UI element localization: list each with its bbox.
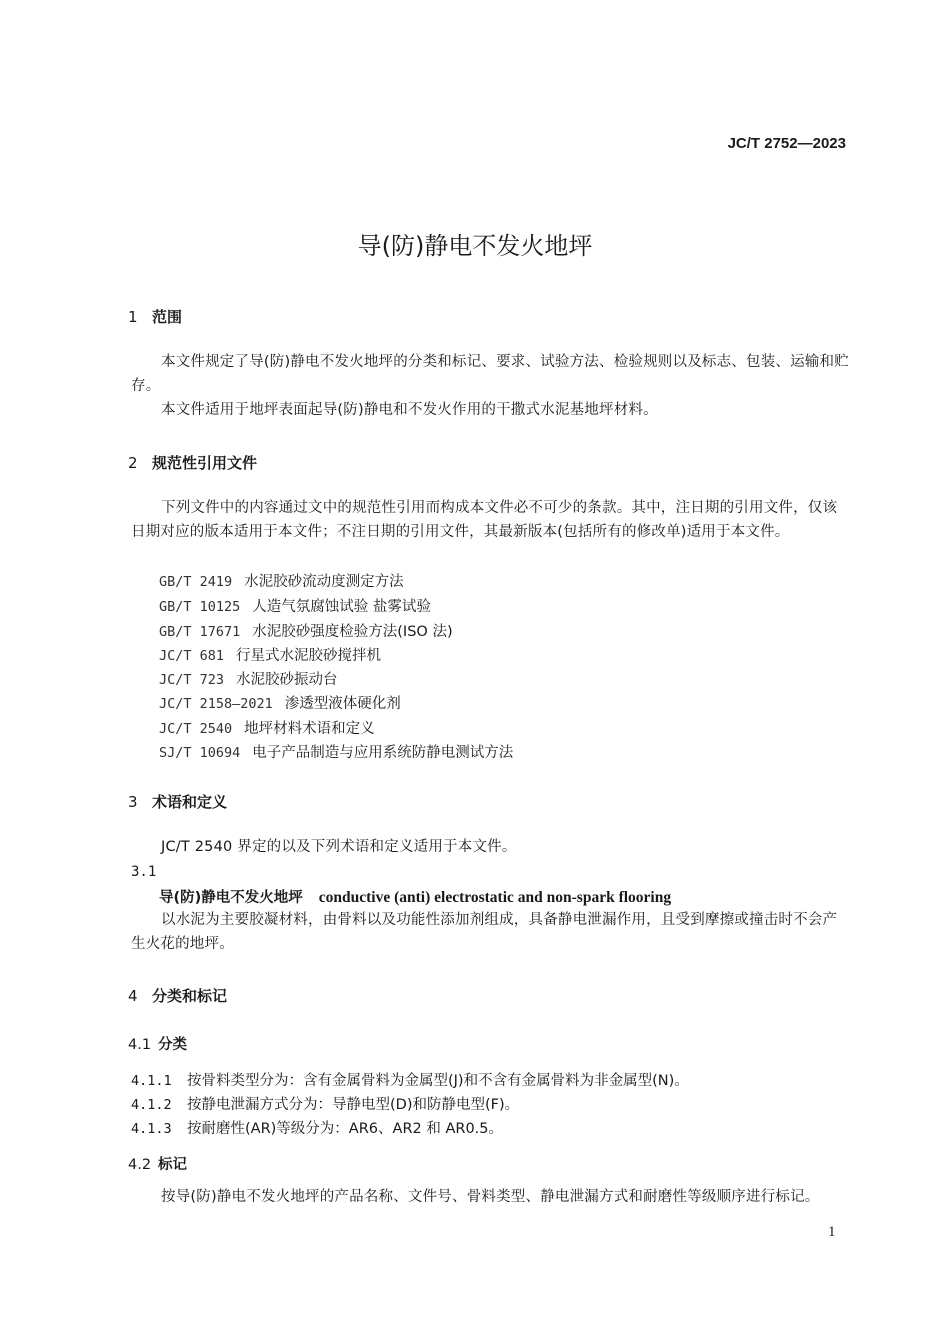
reference-item [159,741,513,762]
clause-number: 4.1.1 [131,1073,172,1089]
section-number: 2 [128,454,138,472]
term-number: 3.1 [131,864,157,880]
term-english: conductive (anti) electrostatic and non-spark flooring [318,889,672,906]
section-3-heading [128,791,227,812]
section-title: 术语和定义 [152,793,228,811]
reference-code: JC/T 2540 [159,721,233,737]
reference-item [159,570,404,591]
reference-item [159,620,453,641]
reference-title: 人造气氛腐蚀试验 盐雾试验 [252,599,431,615]
clause-item [131,1093,519,1114]
reference-title: 水泥胶砂振动台 [236,672,338,688]
reference-code: GB/T 17671 [159,624,241,640]
reference-title: 行星式水泥胶砂搅拌机 [236,648,382,664]
subsection-title: 标记 [158,1157,187,1173]
reference-title: 电子产品制造与应用系统防静电测试方法 [252,745,514,761]
subsection-number: 4.1 [128,1037,152,1053]
section-3-paragraph-1: JC/T 2540 界定的以及下列术语和定义适用于本文件。 [161,839,517,855]
reference-code: JC/T 2158—2021 [159,696,273,712]
page-title: 导(防)静电不发火地坪 [357,232,593,260]
section-title: 范围 [152,308,183,326]
section-2-heading [128,452,257,473]
clause-text: 按骨料类型分为：含有金属骨料为金属型(J)和不含有金属骨料为非金属型(N)。 [187,1073,689,1089]
page-number: 1 [828,1224,836,1240]
reference-code: GB/T 10125 [159,599,241,615]
reference-item [159,692,401,713]
section-4-heading [128,985,227,1006]
reference-code: GB/T 2419 [159,574,233,590]
clause-number: 4.1.2 [131,1097,172,1113]
section-1-heading [128,306,182,327]
reference-item [159,668,338,689]
clause-item [131,1117,503,1138]
section-title: 分类和标记 [152,987,228,1005]
reference-title: 渗透型液体硬化剂 [284,696,401,712]
clause-number: 4.1.3 [131,1121,172,1137]
subsection-4-2-heading [128,1153,187,1174]
section-2-paragraph-1: 下列文件中的内容通过文中的规范性引用而构成本文件必不可少的条款。其中，注日期的引用文件，仅该日期对应的版本适用于本文件；不注日期的引用文件，其最新版本(包括所有的修改单)适用于本文件。 [131,500,838,540]
section-number: 4 [128,987,138,1005]
subsection-4-2-paragraph: 按导(防)静电不发火地坪的产品名称、文件号、骨料类型、静电泄漏方式和耐磨性等级顺序进行标记。 [161,1189,820,1205]
section-number: 3 [128,793,138,811]
reference-code: JC/T 681 [159,648,225,664]
reference-item [159,717,375,738]
reference-title: 地坪材料术语和定义 [244,721,375,737]
section-1-paragraph-2: 本文件适用于地坪表面起导(防)静电和不发火作用的干撒式水泥基地坪材料。 [161,402,658,418]
reference-title: 水泥胶砂流动度测定方法 [244,574,404,590]
section-title: 规范性引用文件 [152,454,258,472]
term-definition: 以水泥为主要胶凝材料，由骨料以及功能性添加剂组成，具备静电泄漏作用，且受到摩擦或撞击时不会产生火花的地坪。 [131,912,838,952]
subsection-number: 4.2 [128,1157,152,1173]
reference-code: SJ/T 10694 [159,745,241,761]
section-1-paragraph-1: 本文件规定了导(防)静电不发火地坪的分类和标记、要求、试验方法、检验规则以及标志、包装、运输和贮存。 [131,354,849,394]
reference-title: 水泥胶砂强度检验方法(ISO 法) [252,624,453,640]
clause-text: 按耐磨性(AR)等级分为：AR6、AR2 和 AR0.5。 [187,1121,504,1137]
reference-item [159,595,431,616]
subsection-title: 分类 [158,1037,187,1053]
document-code: JC/T 2752—2023 [727,135,846,152]
reference-code: JC/T 723 [159,672,225,688]
clause-text: 按静电泄漏方式分为：导静电型(D)和防静电型(F)。 [187,1097,520,1113]
term-chinese: 导(防)静电不发火地坪 [159,890,303,906]
clause-item [131,1069,689,1090]
section-number: 1 [128,308,138,326]
reference-item [159,644,381,665]
subsection-4-1-heading [128,1033,187,1054]
term-heading [159,886,671,907]
